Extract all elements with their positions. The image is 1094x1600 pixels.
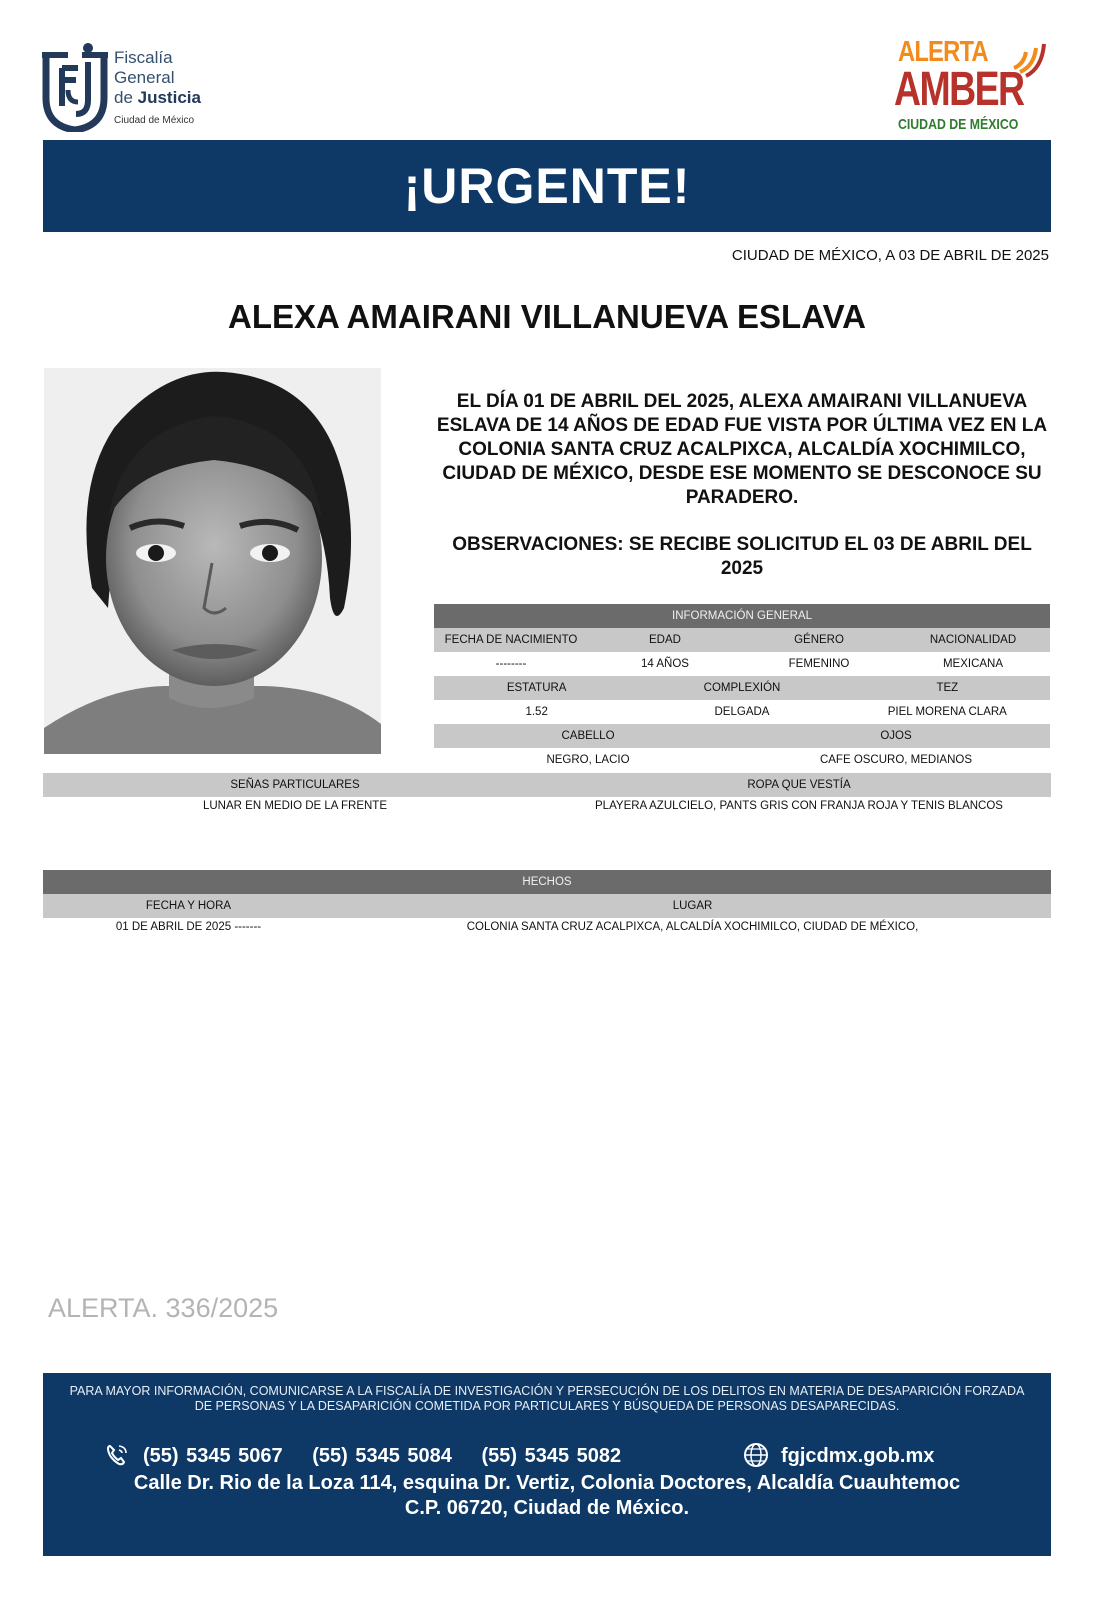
missing-person-photo xyxy=(44,368,381,754)
contact-row xyxy=(43,1443,1051,1469)
header-datetime: FECHA Y HORA xyxy=(43,894,334,918)
phone-number-1[interactable]: (55) 5345 5067 xyxy=(143,1445,283,1467)
value-build: DELGADA xyxy=(639,700,844,724)
info-row3-headers xyxy=(434,724,1050,748)
header-gender: GÉNERO xyxy=(742,628,896,652)
value-clothing: PLAYERA AZULCIELO, PANTS GRIS CON FRANJA ROJA Y TENIS BLANCOS xyxy=(547,797,1051,815)
person-name: ALEXA AMAIRANI VILLANUEVA ESLAVA xyxy=(227,298,866,335)
value-marks: LUNAR EN MEDIO DE LA FRENTE xyxy=(43,797,547,815)
value-nationality: MEXICANA xyxy=(896,652,1050,676)
general-info-table xyxy=(434,604,1050,772)
address-line2: C.P. 06720, Ciudad de México. xyxy=(404,1497,690,1519)
info-title-row xyxy=(434,604,1050,628)
amber-line1: ALERTA xyxy=(898,36,988,68)
fgj-line4: Ciudad de México xyxy=(114,115,195,126)
fgj-line3 xyxy=(114,88,201,108)
fgj-line3-bold: Justicia xyxy=(137,88,201,107)
info-row3-values xyxy=(434,748,1050,772)
phone-icon xyxy=(105,1443,129,1467)
phone-numbers xyxy=(143,1445,643,1468)
address-line1: Calle Dr. Rio de la Loza 114, esquina Dr. Vertiz, Colonia Doctores, Alcaldía Cuauhtemoc xyxy=(133,1472,961,1494)
footer-note: PARA MAYOR INFORMACIÓN, COMUNICARSE A LA FISCALÍA DE INVESTIGACIÓN Y PERSECUCIÓN DE LOS DELITOS EN MATERIA DE DESAPARICIÓN FORZADA DE PERSONAS Y LA DESAPARICIÓN COMETIDA POR PARTICULARES Y BÚSQUEDA DE PERSONAS DESAPARECIDAS. xyxy=(69,1384,1025,1413)
header-place: LUGAR xyxy=(334,894,1051,918)
value-birthdate: -------- xyxy=(434,652,588,676)
header-nationality: NACIONALIDAD xyxy=(896,628,1050,652)
header-age: EDAD xyxy=(588,628,742,652)
value-complexion: PIEL MORENA CLARA xyxy=(845,700,1050,724)
amber-line2: AMBER xyxy=(894,63,1024,116)
address xyxy=(43,1471,1051,1521)
senas-headers xyxy=(43,773,1051,797)
fgj-emblem-icon xyxy=(42,40,108,132)
contact-footer xyxy=(43,1373,1051,1556)
info-title: INFORMACIÓN GENERAL xyxy=(434,604,1050,628)
header-birthdate: FECHA DE NACIMIENTO xyxy=(434,628,588,652)
header-build: COMPLEXIÓN xyxy=(639,676,844,700)
info-row1-headers xyxy=(434,628,1050,652)
website-link[interactable]: fgjcdmx.gob.mx xyxy=(781,1445,935,1467)
alerta-amber-logo xyxy=(894,36,1048,136)
info-row2-headers xyxy=(434,676,1050,700)
header-marks: SEÑAS PARTICULARES xyxy=(43,773,547,797)
value-height: 1.52 xyxy=(434,700,639,724)
header-height: ESTATURA xyxy=(434,676,639,700)
hechos-headers xyxy=(43,894,1051,918)
info-row2-values xyxy=(434,700,1050,724)
value-eyes: CAFE OSCURO, MEDIANOS xyxy=(742,748,1050,772)
value-age: 14 AÑOS xyxy=(588,652,742,676)
amber-line3: CIUDAD DE MÉXICO xyxy=(898,116,1019,133)
urgent-banner: ¡URGENTE! xyxy=(43,140,1051,232)
hechos-values xyxy=(43,918,1051,936)
date-line: CIUDAD DE MÉXICO, A 03 DE ABRIL DE 2025 xyxy=(731,247,1049,264)
info-row1-values xyxy=(434,652,1050,676)
fgj-line1: Fiscalía xyxy=(114,48,173,67)
case-description: EL DÍA 01 DE ABRIL DEL 2025, ALEXA AMAIRANI VILLANUEVA ESLAVA DE 14 AÑOS DE EDAD FUE VISTA POR ÚLTIMA VEZ EN LA COLONIA SANTA CRUZ ACALPIXCA, ALCALDÍA XOCHIMILCO, CIUDAD DE MÉXICO, DESDE ESE MOMENTO SE DESCONOCE SU PARADERO. xyxy=(436,391,1048,508)
globe-icon xyxy=(741,1441,771,1469)
fgj-line2: General xyxy=(114,68,175,87)
header-eyes: OJOS xyxy=(742,724,1050,748)
phone-number-2[interactable]: (55) 5345 5084 xyxy=(312,1445,452,1467)
value-hair: NEGRO, LACIO xyxy=(434,748,742,772)
value-gender: FEMENINO xyxy=(742,652,896,676)
header-hair: CABELLO xyxy=(434,724,742,748)
fgj-line3-prefix: de xyxy=(114,88,138,107)
hechos-title-row xyxy=(43,870,1051,894)
value-place: COLONIA SANTA CRUZ ACALPIXCA, ALCALDÍA XOCHIMILCO, CIUDAD DE MÉXICO, xyxy=(334,918,1051,936)
events-table xyxy=(43,870,1051,936)
observations: OBSERVACIONES: SE RECIBE SOLICITUD EL 03 DE ABRIL DEL 2025 xyxy=(452,534,1032,579)
header-complexion: TEZ xyxy=(845,676,1050,700)
senas-values xyxy=(43,797,1051,815)
phone-number-3[interactable]: (55) 5345 5082 xyxy=(481,1445,622,1467)
alert-number: ALERTA. 336/2025 xyxy=(48,1293,279,1323)
portrait-image xyxy=(44,368,381,754)
header-clothing: ROPA QUE VESTÍA xyxy=(547,773,1051,797)
fgj-logo-text xyxy=(114,48,201,128)
value-datetime: 01 DE ABRIL DE 2025 ------- xyxy=(43,918,334,936)
hechos-title: HECHOS xyxy=(43,870,1051,894)
fgj-logo xyxy=(42,40,242,135)
distinguishing-marks-table xyxy=(43,773,1051,815)
